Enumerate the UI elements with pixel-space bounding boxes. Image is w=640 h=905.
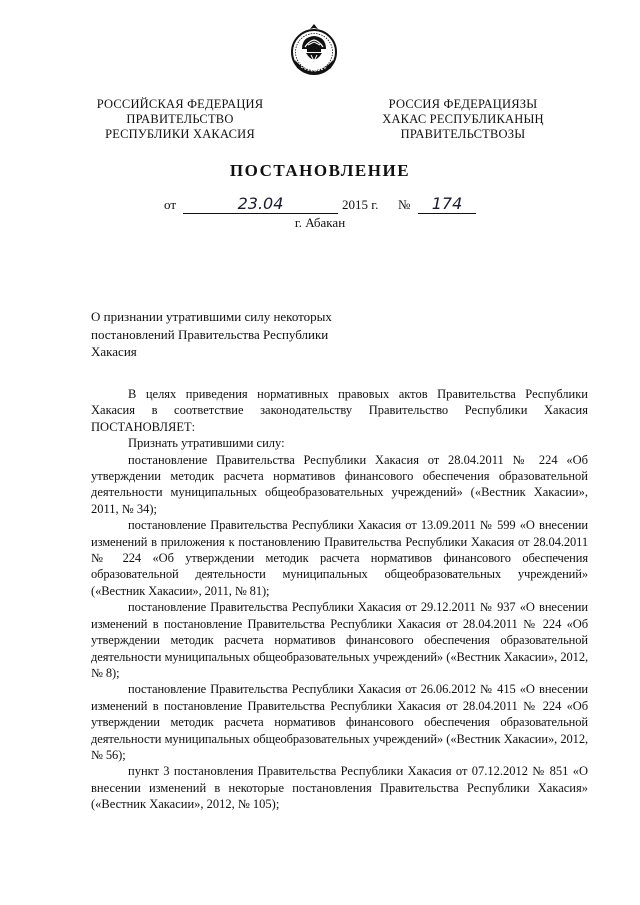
- header-left-line: РОССИЙСКАЯ ФЕДЕРАЦИЯ: [96, 97, 264, 111]
- subject-block: [91, 308, 363, 361]
- header-left-line: РЕСПУБЛИКИ ХАКАСИЯ: [105, 127, 255, 141]
- header-right-line: РОССИЯ ФЕДЕРАЦИЯЗЫ: [388, 97, 538, 111]
- header-right-line: ХАКАС РЕСПУБЛИКАНЫҢ: [382, 112, 544, 126]
- date-line: [0, 194, 640, 215]
- header-right: [368, 97, 558, 142]
- city: г. Абакан: [294, 215, 346, 230]
- subject-line: Хакасия: [91, 344, 137, 360]
- subject-line: постановлений Правительства Республики: [91, 326, 329, 342]
- header-left-line: ПРАВИТЕЛЬСТВО: [126, 112, 234, 126]
- body-paragraph: постановление Правительства Республики Хакасия от 13.09.2011 № 599 «О внесении изменений в приложения к постановлению Правительства Республики Хакасия от 28.04.2011 № 224 «Об утверждении методик расчета нормативов финансового обеспечения образовательной деятельности муниципальных общеобразовательных учреждений» («Вестник Хакасии», 2011, № 81);: [91, 518, 588, 598]
- year-label: 2015 г.: [342, 197, 379, 212]
- body-paragraph: постановление Правительства Республики Хакасия от 26.06.2012 № 415 «О внесении изменений в постановление Правительства Республики Хакасия от 28.04.2011 № 224 «Об утверждении методик расчета нормативов финансового обеспечения образовательной деятельности муниципальных общеобразовательных учреждений» («Вестник Хакасии», 2012, № 56);: [91, 682, 588, 762]
- number-blank: [418, 194, 476, 214]
- date-prefix: от: [164, 197, 177, 212]
- coat-of-arms-emblem: [289, 22, 339, 80]
- document-body: [91, 386, 588, 813]
- header-left: [85, 97, 275, 142]
- handwritten-number: 174: [431, 194, 463, 213]
- body-paragraph: постановление Правительства Республики Хакасия от 29.12.2011 № 937 «О внесении изменений в постановление Правительства Республики Хакасия от 28.04.2011 № 224 «Об утверждении методик расчета нормативов финансового обеспечения образовательной деятельности муниципальных общеобразовательных учреждений» («Вестник Хакасии», 2012, № 8);: [91, 600, 588, 680]
- document-title: ПОСТАНОВЛЕНИЕ: [229, 161, 411, 180]
- number-label: №: [398, 197, 411, 212]
- date-blank: [183, 194, 338, 214]
- body-paragraph: пункт 3 постановления Правительства Республики Хакасия от 07.12.2012 № 851 «О внесении изменений в некоторые постановления Правительства Республики Хакасия» («Вестник Хакасии», 2012, № 105);: [91, 764, 588, 812]
- subject-line: О признании утратившими силу некоторых: [91, 309, 332, 324]
- body-paragraph: В целях приведения нормативных правовых актов Правительства Республики Хакасия в соответствие законодательству Правительство Республики Хакасия ПОСТАНОВЛЯЕТ:: [91, 387, 588, 434]
- body-paragraph: постановление Правительства Республики Хакасия от 28.04.2011 № 224 «Об утверждении методик расчета нормативов финансового обеспечения образовательной деятельности муниципальных общеобразовательных учреждений» («Вестник Хакасии», 2011, № 34);: [91, 452, 588, 516]
- body-paragraph: Признать утратившими силу:: [128, 436, 285, 451]
- handwritten-date: 23.04: [237, 194, 284, 213]
- header-right-line: ПРАВИТЕЛЬСТВОЗЫ: [400, 127, 526, 141]
